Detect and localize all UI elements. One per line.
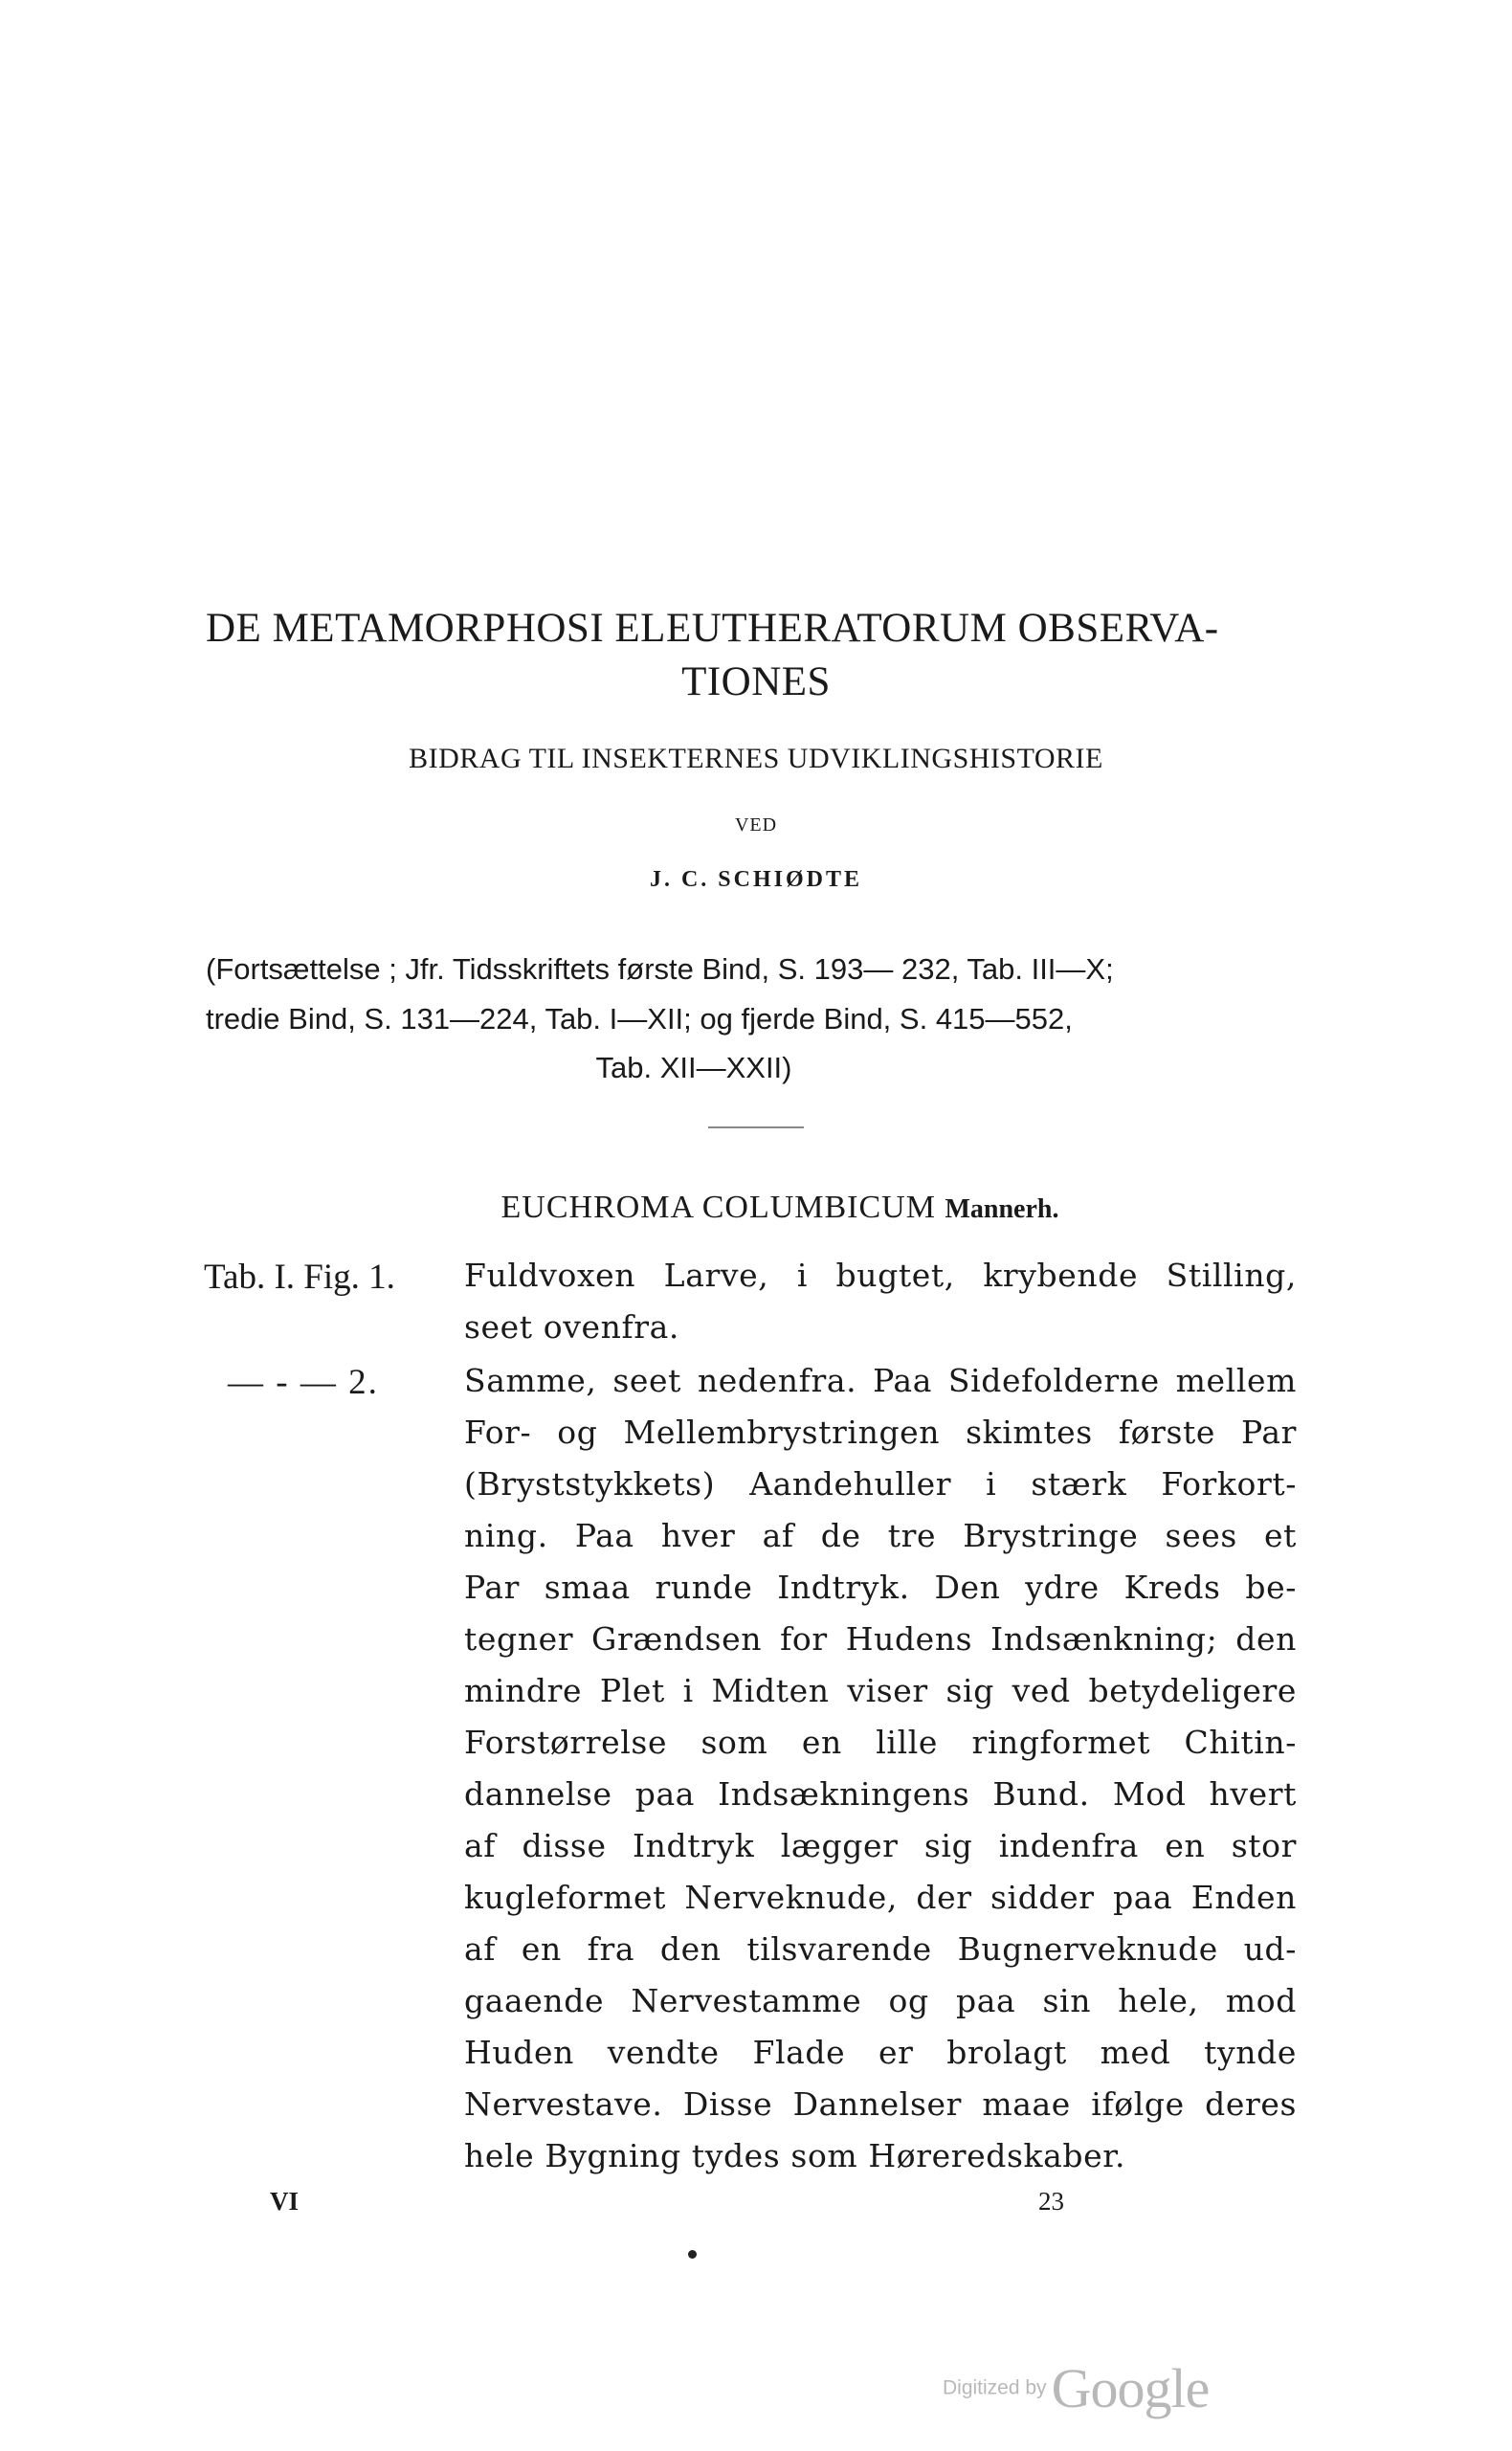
species-authority: Mannerh. [945,1194,1059,1224]
figure-2-line: Nervestave. Disse Dannelser maae ifølge deres [464,2085,1297,2123]
figure-2-line: gaaende Nervestamme og paa sin hele, mod [464,1982,1297,2019]
species-name: EUCHROMA COLUMBICUM [500,1190,936,1225]
figure-2-line: dannelse paa Indsækningens Bund. Mod hvert [464,1775,1297,1813]
digitized-watermark [943,2356,1209,2420]
figure-2-line: af en fra den tilsvarende Bugnerveknude ud- [464,1930,1297,1968]
figure-2-line: kugleformet Nerveknude, der sidder paa Enden [464,1879,1297,1916]
by-line: VED [734,814,778,836]
page-number: 23 [1038,2187,1064,2216]
google-logo: Google [1051,2357,1210,2419]
signature-mark: VI [270,2187,300,2216]
figure-1-line: seet ovenfra. [464,1308,679,1346]
continuation-line-2: tredie Bind, S. 131—224, Tab. I—XII; og fjerde Bind, S. 415—552, [206,1002,1073,1036]
figure-2-line: (Bryststykkets) Aandehuller i stærk Forkort- [464,1465,1297,1503]
figure-2-line: Forstørrelse som en lille ringformet Chitin- [464,1724,1297,1761]
species-heading [0,1190,1512,1226]
figure-2-line: af disse Indtryk lægger sig indenfra en stor [464,1827,1297,1864]
ink-dot [688,2250,697,2259]
continuation-line-3: Tab. XII—XXII) [595,1051,792,1084]
continuation-line-1: (Fortsættelse ; Jfr. Tidsskriftets første Bind, S. 193— 232, Tab. III—X; [206,952,1114,986]
figure-label-1: Tab. I. Fig. 1. [204,1258,395,1297]
figure-2-line: tegner Grændsen for Hudens Indsænkning; den [464,1620,1297,1658]
figure-label-2: — - — 2. [228,1363,379,1402]
figure-2-line: ning. Paa hver af de tre Brystringe sees et [464,1517,1297,1554]
subtitle: BIDRAG TIL INSEKTERNES UDVIKLINGSHISTORIE [409,743,1103,774]
figure-1-line: Fuldvoxen Larve, i bugtet, krybende Stilling, [464,1257,1297,1294]
title-line-1: DE METAMORPHOSI ELEUTHERATORUM OBSERVA- [206,606,1219,651]
figure-2-line: Par smaa runde Indtryk. Den ydre Kreds be- [464,1569,1297,1606]
author-name: J. C. SCHIØDTE [649,867,863,892]
title-line-2: TIONES [681,659,831,704]
figure-2-line: For- og Mellembrystringen skimtes første Par [464,1414,1297,1451]
watermark-prefix: Digitized by [943,2376,1047,2399]
figure-2-line: Huden vendte Flade er brolagt med tynde [464,2034,1297,2071]
section-divider [708,1126,804,1128]
figure-2-line: Samme, seet nedenfra. Paa Sidefolderne mellem [464,1362,1297,1399]
figure-2-line: mindre Plet i Midten viser sig ved betydeligere [464,1672,1297,1709]
figure-2-line: hele Bygning tydes som Høreredskaber. [464,2137,1126,2174]
